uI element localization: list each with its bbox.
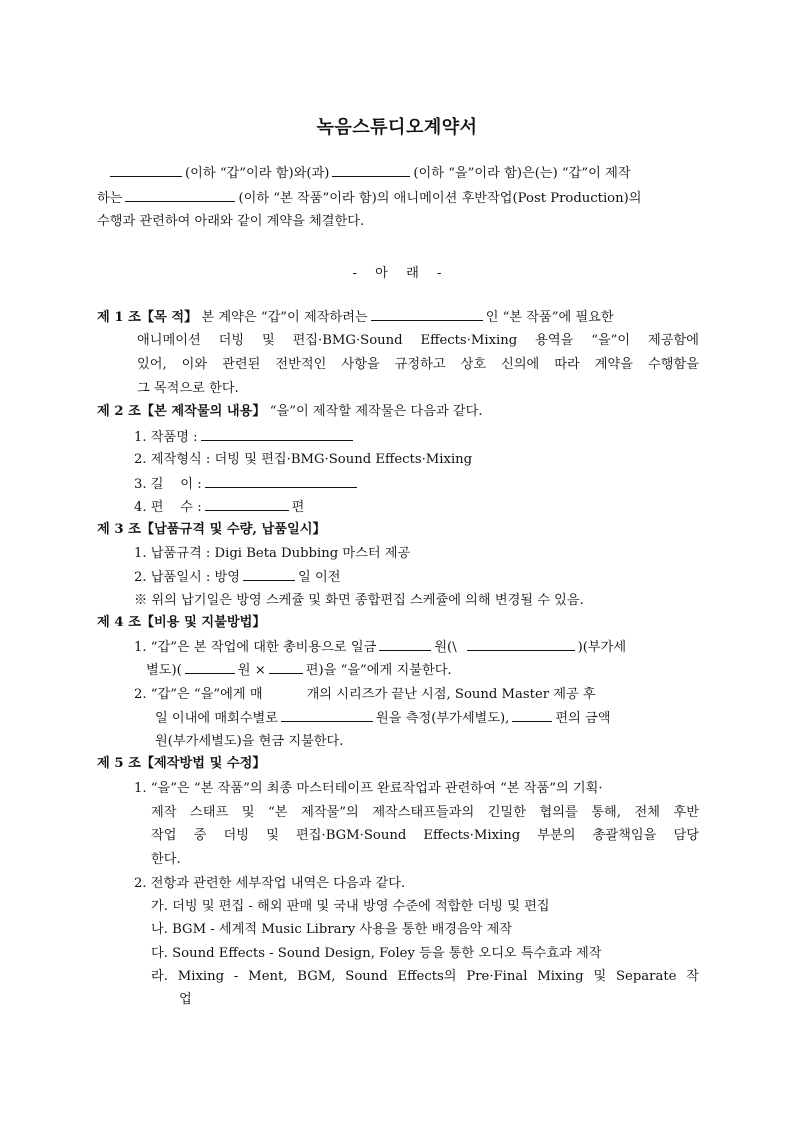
- work-title-blank[interactable]: [125, 188, 235, 202]
- article-5-sub-da: 다. Sound Effects - Sound Design, Foley 등을 통한 오디오 특수효과 제작: [151, 946, 602, 961]
- intro-line-2: 하는 (이하 “본 작품”이라 함)의 애니메이션 후반작업(Post Production)의: [97, 188, 641, 209]
- title-blank[interactable]: [201, 427, 353, 441]
- article-2-line-1: 제 2 조【본 제작물의 내용】 “을”이 제작할 제작물은 다음과 같다.: [97, 404, 483, 419]
- article-1-line-1: 제 1 조【목 적】 본 계약은 “갑”이 제작하려는 인 “본 작품”에 필요한: [97, 307, 614, 328]
- article-2-heading: 제 2 조【본 제작물의 내용】: [97, 404, 266, 419]
- article-1-heading: 제 1 조【목 적】: [97, 310, 198, 325]
- article-4-item-2-line-1: 2. “갑”은 “을”에게 매 개의 시리즈가 끝난 시점, Sound Master 제공 후: [134, 687, 596, 702]
- article-1-line-3: 있어, 이와 관련된 전반적인 사항을 규정하고 상호 신의에 따라 계약을 수행함을: [137, 357, 699, 372]
- article-3-line-1: [97, 520, 326, 540]
- article-3-item-2: 2. 납품일시 : 방영 일 이전: [134, 567, 340, 588]
- article-5-line-1: [97, 754, 266, 774]
- episode-count-blank[interactable]: [269, 660, 303, 674]
- episode-amount-blank[interactable]: [512, 708, 552, 722]
- article-3-heading: 제 3 조【납품규격 및 수량, 납품일시】: [97, 522, 326, 537]
- article-4-item-2-line-3: 원(부가세별도)을 현금 지불한다.: [155, 734, 344, 749]
- article-5-item-1-line-3: 작업 중 더빙 및 편집·BGM·Sound Effects·Mixing 부분의 총괄책임을 담당: [151, 828, 699, 843]
- article-3-note: ※ 위의 납기일은 방영 스케쥴 및 화면 종합편집 스케쥴에 의해 변경될 수 있음.: [134, 593, 584, 608]
- divider-text: - 아 래 -: [352, 266, 442, 281]
- intro-line-3: 수행과 관련하여 아래와 같이 계약을 체결한다.: [97, 214, 365, 229]
- article-4-item-1-line-1: 1. “갑”은 본 작업에 대한 총비용으로 일금 원(\ )(부가세: [134, 637, 626, 658]
- length-blank[interactable]: [205, 474, 357, 488]
- article-2-item-2: 2. 제작형식 : 더빙 및 편집·BMG·Sound Effects·Mixing: [134, 452, 473, 467]
- article-5-sub-ga: 가. 더빙 및 편집 - 해외 판매 및 국내 방영 수준에 적합한 더빙 및 편집: [151, 899, 550, 914]
- party-b-blank[interactable]: [332, 163, 410, 177]
- total-amount-number-blank[interactable]: [467, 637, 575, 651]
- per-episode-amount-blank[interactable]: [281, 708, 373, 722]
- article-5-item-1-line-1: 1. “을”은 “본 작품”의 최종 마스터테이프 완료작업과 관련하여 “본 작품”의 기획·: [134, 781, 603, 796]
- unit-price-blank[interactable]: [185, 660, 235, 674]
- total-amount-blank[interactable]: [379, 637, 431, 651]
- article-5-item-1-line-2: 제작 스태프 및 “본 제작물”의 제작스태프들과의 긴밀한 협의를 통해, 전체 후반: [151, 805, 699, 820]
- article-3-item-1: 1. 납품규격 : Digi Beta Dubbing 마스터 제공: [134, 546, 411, 561]
- article-5-sub-na: 나. BGM - 세계적 Music Library 사용을 통한 배경음악 제작: [151, 922, 513, 937]
- article-5-heading: 제 5 조【제작방법 및 수정】: [97, 756, 266, 771]
- document-title: 녹음스튜디오계약서: [316, 117, 478, 138]
- article-4-item-2-line-2: 일 이내에 매회수별로 원을 측정(부가세별도), 편의 금액: [155, 708, 611, 729]
- article-1-line-4: 그 목적으로 한다.: [137, 381, 239, 396]
- article-4-item-1-line-2: 별도)( 원 × 편)을 “을”에게 지불한다.: [146, 660, 452, 681]
- article-5-sub-ra-line-1: 라. Mixing - Ment, BGM, Sound Effects의 Pre·Final Mixing 및 Separate 작: [151, 969, 699, 984]
- article-1-line-2: 애니메이션 더빙 및 편집·BMG·Sound Effects·Mixing 용역을 “을”이 제공함에: [137, 333, 699, 348]
- article-5-item-1-line-4: 한다.: [151, 852, 181, 867]
- party-a-blank[interactable]: [110, 163, 182, 177]
- episodes-blank[interactable]: [205, 497, 289, 511]
- article-4-line-1: [97, 613, 266, 633]
- article-5-sub-ra-line-2: 업: [179, 992, 192, 1007]
- article-5-item-2: 2. 전항과 관련한 세부작업 내역은 다음과 같다.: [134, 876, 406, 891]
- delivery-date-blank[interactable]: [243, 567, 295, 581]
- work-name-blank[interactable]: [371, 307, 483, 321]
- article-2-item-1: 1. 작품명 :: [134, 427, 356, 448]
- article-4-heading: 제 4 조【비용 및 지불방법】: [97, 615, 266, 630]
- intro-line-1: (이하 “갑”이라 함)와(과) (이하 “을”이라 함)은(는) “갑”이 제작: [107, 163, 631, 184]
- article-2-item-4: 4. 편 수 : 편: [134, 497, 304, 518]
- article-2-item-3: 3. 길 이 :: [134, 474, 360, 495]
